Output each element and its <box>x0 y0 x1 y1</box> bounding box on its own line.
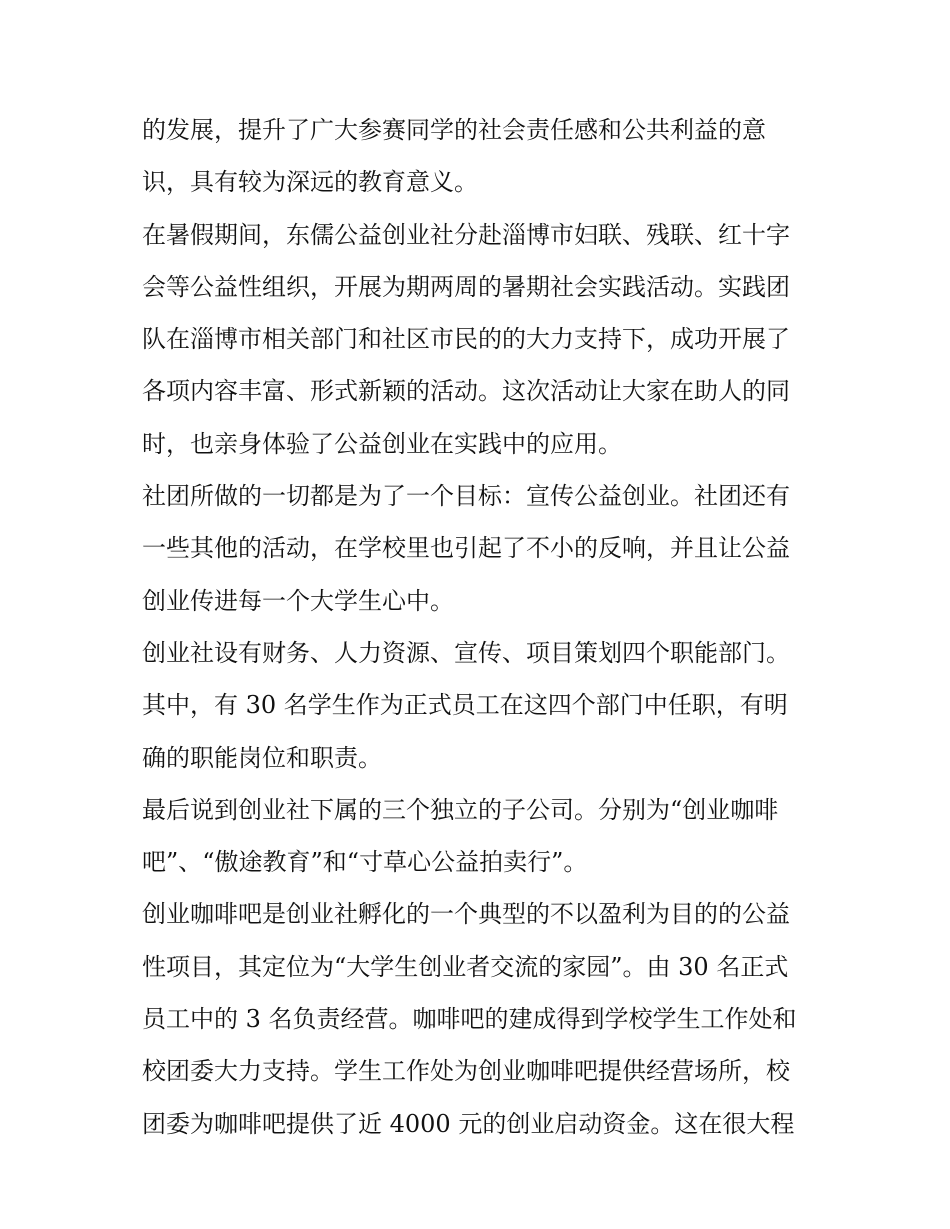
paragraph-departments <box>142 627 822 784</box>
text-line: 创业传进每一个大学生心中。 <box>142 586 454 615</box>
text-line: 的发展，提升了广大参赛同学的社会责任感和公共利益的意 <box>142 116 766 144</box>
text-line: 创业咖啡吧是创业社孵化的一个典型的不以盈利为目的的公益 <box>142 900 790 929</box>
text-line: 最后说到创业社下属的三个独立的子公司。分别为“创业咖啡 <box>142 795 779 824</box>
text-line: 创业社设有财务、人力资源、宣传、项目策划四个职能部门。 <box>142 638 790 667</box>
text-line: 吧”、“傲途教育”和“寸草心公益拍卖行”。 <box>142 848 588 877</box>
text-line: 员工中的 3 名负责经营。咖啡吧的建成得到学校学生工作处和 <box>142 1005 797 1034</box>
text-line: 团委为咖啡吧提供了近 4000 元的创业启动资金。这在很大程 <box>142 1109 795 1138</box>
text-line: 其中，有 30 名学生作为正式员工在这四个部门中任职，有明 <box>142 691 788 720</box>
paragraph-subsidiaries <box>142 784 822 889</box>
text-line: 识，具有较为深远的教育意义。 <box>142 168 478 197</box>
body-text <box>142 104 822 1150</box>
text-line: 一些其他的活动，在学校里也引起了不小的反响，并且让公益 <box>142 534 790 563</box>
text-line: 确的职能岗位和职责。 <box>142 743 382 772</box>
text-line: 校团委大力支持。学生工作处为创业咖啡吧提供经营场所，校 <box>142 1057 790 1086</box>
text-line: 队在淄博市相关部门和社区市民的的大力支持下，成功开展了 <box>142 325 790 354</box>
paragraph-cafe <box>142 888 822 1149</box>
paragraph-club-goal <box>142 470 822 627</box>
text-line: 性项目，其定位为“大学生创业者交流的家园”。由 30 名正式 <box>142 952 789 981</box>
text-line: 各项内容丰富、形式新颖的活动。这次活动让大家在助人的同 <box>142 377 790 406</box>
text-line: 会等公益性组织，开展为期两周的暑期社会实践活动。实践团 <box>142 272 790 301</box>
paragraph-summer-practice <box>142 209 822 470</box>
text-line: 社团所做的一切都是为了一个目标：宣传公益创业。社团还有 <box>142 482 790 511</box>
text-line: 在暑假期间，东儒公益创业社分赴淄博市妇联、残联、红十字 <box>142 220 790 249</box>
paragraph-education-significance <box>142 104 822 209</box>
text-line: 时，也亲身体验了公益创业在实践中的应用。 <box>142 429 622 458</box>
